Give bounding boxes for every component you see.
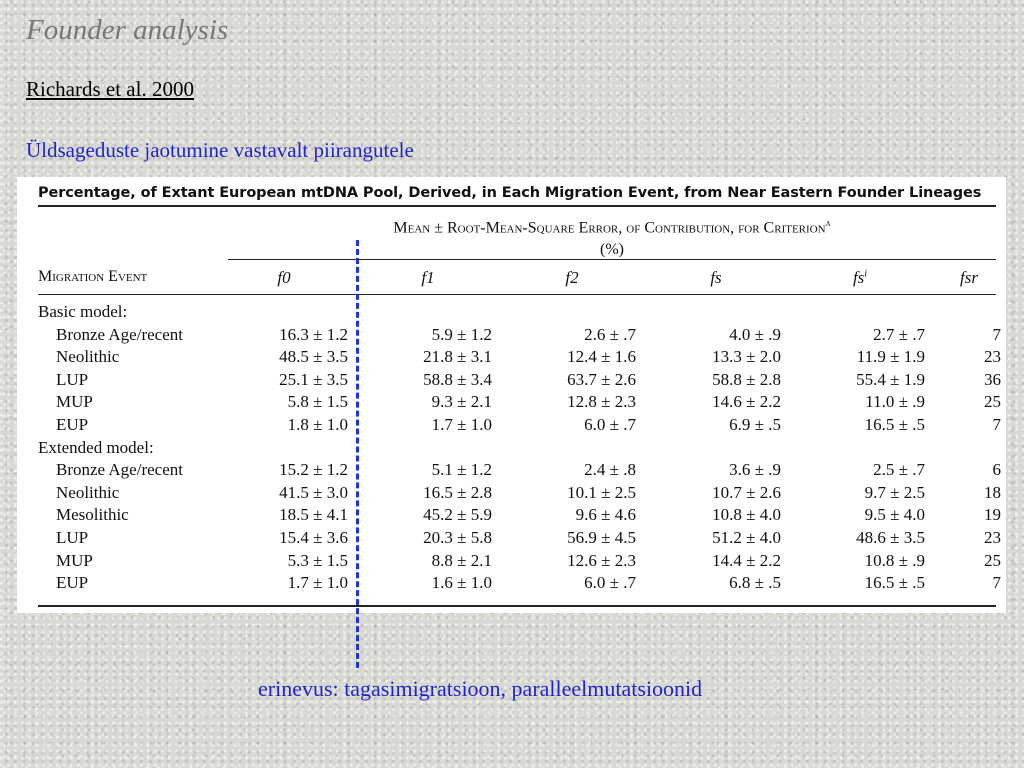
table-cell: 25 [984, 392, 1001, 412]
migration-event-label: Mesolithic [56, 505, 129, 525]
table-cell: 10.8 ± 4.0 [712, 505, 781, 525]
table-cell: 19 [984, 505, 1001, 525]
table-cell: 9.3 ± 2.1 [431, 392, 492, 412]
table-cell: 5.9 ± 1.2 [431, 324, 492, 344]
table-column-headers [38, 260, 996, 294]
table-cell: 23 [984, 347, 1001, 367]
citation-link[interactable]: Richards et al. 2000 [26, 77, 194, 101]
table-cell: 6.9 ± .5 [729, 414, 781, 434]
table-cell: 12.6 ± 2.3 [567, 550, 636, 570]
table-cell: 6.8 ± .5 [729, 573, 781, 593]
table-cell: 9.5 ± 4.0 [864, 505, 925, 525]
table-cell: 11.0 ± .9 [865, 392, 925, 412]
table-cell: 7 [992, 573, 1001, 593]
table-cell: 18.5 ± 4.1 [279, 505, 348, 525]
conclusion-text: erinevus: tagasimigratsioon, paralleelmutatsioonid [258, 676, 703, 701]
column-header-fs: fs [710, 268, 722, 287]
table-cell: 15.4 ± 3.6 [279, 527, 348, 547]
table-cell: 9.7 ± 2.5 [864, 482, 925, 502]
migration-event-label: EUP [56, 573, 89, 593]
table-cell: 45.2 ± 5.9 [423, 505, 492, 525]
migration-event-label: Neolithic [56, 347, 120, 367]
table-cell: 16.3 ± 1.2 [279, 324, 348, 344]
table-cell: 1.7 ± 1.0 [287, 573, 348, 593]
table-bottom-rule [38, 605, 996, 607]
group-header-footnote: a [825, 218, 831, 229]
table-cell: 23 [984, 527, 1001, 547]
table-cell: 5.3 ± 1.5 [287, 550, 348, 570]
slide-title: Founder analysis [26, 14, 229, 46]
group-header-label: Mean ± Root-Mean-Square Error, of Contribution, for Criterion [393, 219, 826, 237]
table-cell: 12.4 ± 1.6 [567, 347, 636, 367]
table-cell: 2.4 ± .8 [584, 460, 636, 480]
table-cell: 5.1 ± 1.2 [431, 460, 492, 480]
section-label: Basic model: [38, 302, 128, 321]
column-header-migration-event: Migration Event [38, 268, 148, 285]
table-row [38, 550, 1001, 573]
migration-event-label: Bronze Age/recent [56, 460, 183, 480]
migration-event-label: MUP [56, 550, 93, 570]
slide-subtitle: Üldsageduste jaotumine vastavalt piirangutele [26, 138, 414, 162]
table-cell: 1.7 ± 1.0 [431, 414, 492, 434]
table-cell: 13.3 ± 2.0 [712, 347, 781, 367]
table-row [38, 324, 1001, 347]
dashed-divider [356, 240, 359, 668]
table-cell: 10.8 ± .9 [864, 550, 925, 570]
table-cell: 16.5 ± .5 [864, 414, 925, 434]
table-row [38, 572, 1001, 595]
table-cell: 51.2 ± 4.0 [712, 527, 781, 547]
table-cell: 25 [984, 550, 1001, 570]
migration-event-label: Bronze Age/recent [56, 324, 183, 344]
migration-event-label: LUP [56, 527, 89, 547]
table-row [38, 391, 1001, 414]
table-cell: 14.4 ± 2.2 [712, 550, 781, 570]
table-cell: 56.9 ± 4.5 [567, 527, 636, 547]
group-header-unit: (%) [600, 241, 624, 259]
table-row [38, 527, 1001, 550]
table-cell: 4.0 ± .9 [729, 324, 781, 344]
table-cell: 2.7 ± .7 [873, 324, 925, 344]
table-cell: 15.2 ± 1.2 [279, 460, 348, 480]
table-cell: 10.1 ± 2.5 [567, 482, 636, 502]
table-cell: 55.4 ± 1.9 [856, 369, 925, 389]
column-header-f0: f0 [277, 268, 291, 287]
column-header-f1: f1 [421, 268, 435, 287]
table-body [38, 295, 1001, 595]
table-cell: 6 [992, 460, 1001, 480]
table-cell: 9.6 ± 4.6 [575, 505, 636, 525]
column-header-fs-i: $fs^i$ [852, 268, 868, 287]
column-header-fsr: fsr [960, 268, 978, 287]
table-row [38, 346, 1001, 369]
table-cell: 36 [984, 369, 1001, 389]
table-cell: 6.0 ± .7 [584, 573, 636, 593]
table-cell: 58.8 ± 3.4 [423, 369, 492, 389]
founder-table [17, 177, 1006, 613]
table-cell: 21.8 ± 3.1 [423, 347, 492, 367]
table-cell: 16.5 ± 2.8 [423, 482, 492, 502]
table-row [38, 482, 1001, 505]
table-cell: 10.7 ± 2.6 [712, 482, 781, 502]
table-cell: 2.5 ± .7 [873, 460, 925, 480]
table-cell: 14.6 ± 2.2 [712, 392, 781, 412]
migration-event-label: MUP [56, 392, 93, 412]
table-cell: 11.9 ± 1.9 [856, 347, 925, 367]
table-cell: 1.6 ± 1.0 [431, 573, 492, 593]
table-row [38, 369, 1001, 392]
table-group-header [38, 207, 996, 260]
table-cell: 8.8 ± 2.1 [431, 550, 492, 570]
migration-event-label: LUP [56, 369, 89, 389]
migration-event-label: Neolithic [56, 482, 120, 502]
section-label: Extended model: [38, 437, 154, 457]
table-cell: 16.5 ± .5 [864, 573, 925, 593]
table-cell: 7 [992, 414, 1001, 434]
table-cell: 20.3 ± 5.8 [423, 527, 492, 547]
table-row [38, 504, 1001, 527]
table-cell: 58.8 ± 2.8 [712, 369, 781, 389]
table-cell: 63.7 ± 2.6 [567, 369, 636, 389]
table-cell: 2.6 ± .7 [584, 324, 636, 344]
column-header-f2: f2 [565, 268, 579, 287]
table-cell: 12.8 ± 2.3 [567, 392, 636, 412]
table-cell: 5.8 ± 1.5 [287, 392, 348, 412]
table-cell: 1.8 ± 1.0 [287, 414, 348, 434]
table-cell: 3.6 ± .9 [729, 460, 781, 480]
table-cell: 6.0 ± .7 [584, 414, 636, 434]
table-caption: Percentage, of Extant European mtDNA Pool, Derived, in Each Migration Event, from Near Eastern Founder Lineages [38, 185, 982, 201]
table-cell: 25.1 ± 3.5 [279, 369, 348, 389]
table-cell: 48.5 ± 3.5 [279, 347, 348, 367]
table-cell: 7 [992, 324, 1001, 344]
table-cell: 48.6 ± 3.5 [856, 527, 925, 547]
table-cell: 41.5 ± 3.0 [279, 482, 348, 502]
table-row [38, 414, 1001, 437]
migration-event-label: EUP [56, 414, 89, 434]
table-row [38, 459, 1001, 482]
table-cell: 18 [984, 482, 1001, 502]
